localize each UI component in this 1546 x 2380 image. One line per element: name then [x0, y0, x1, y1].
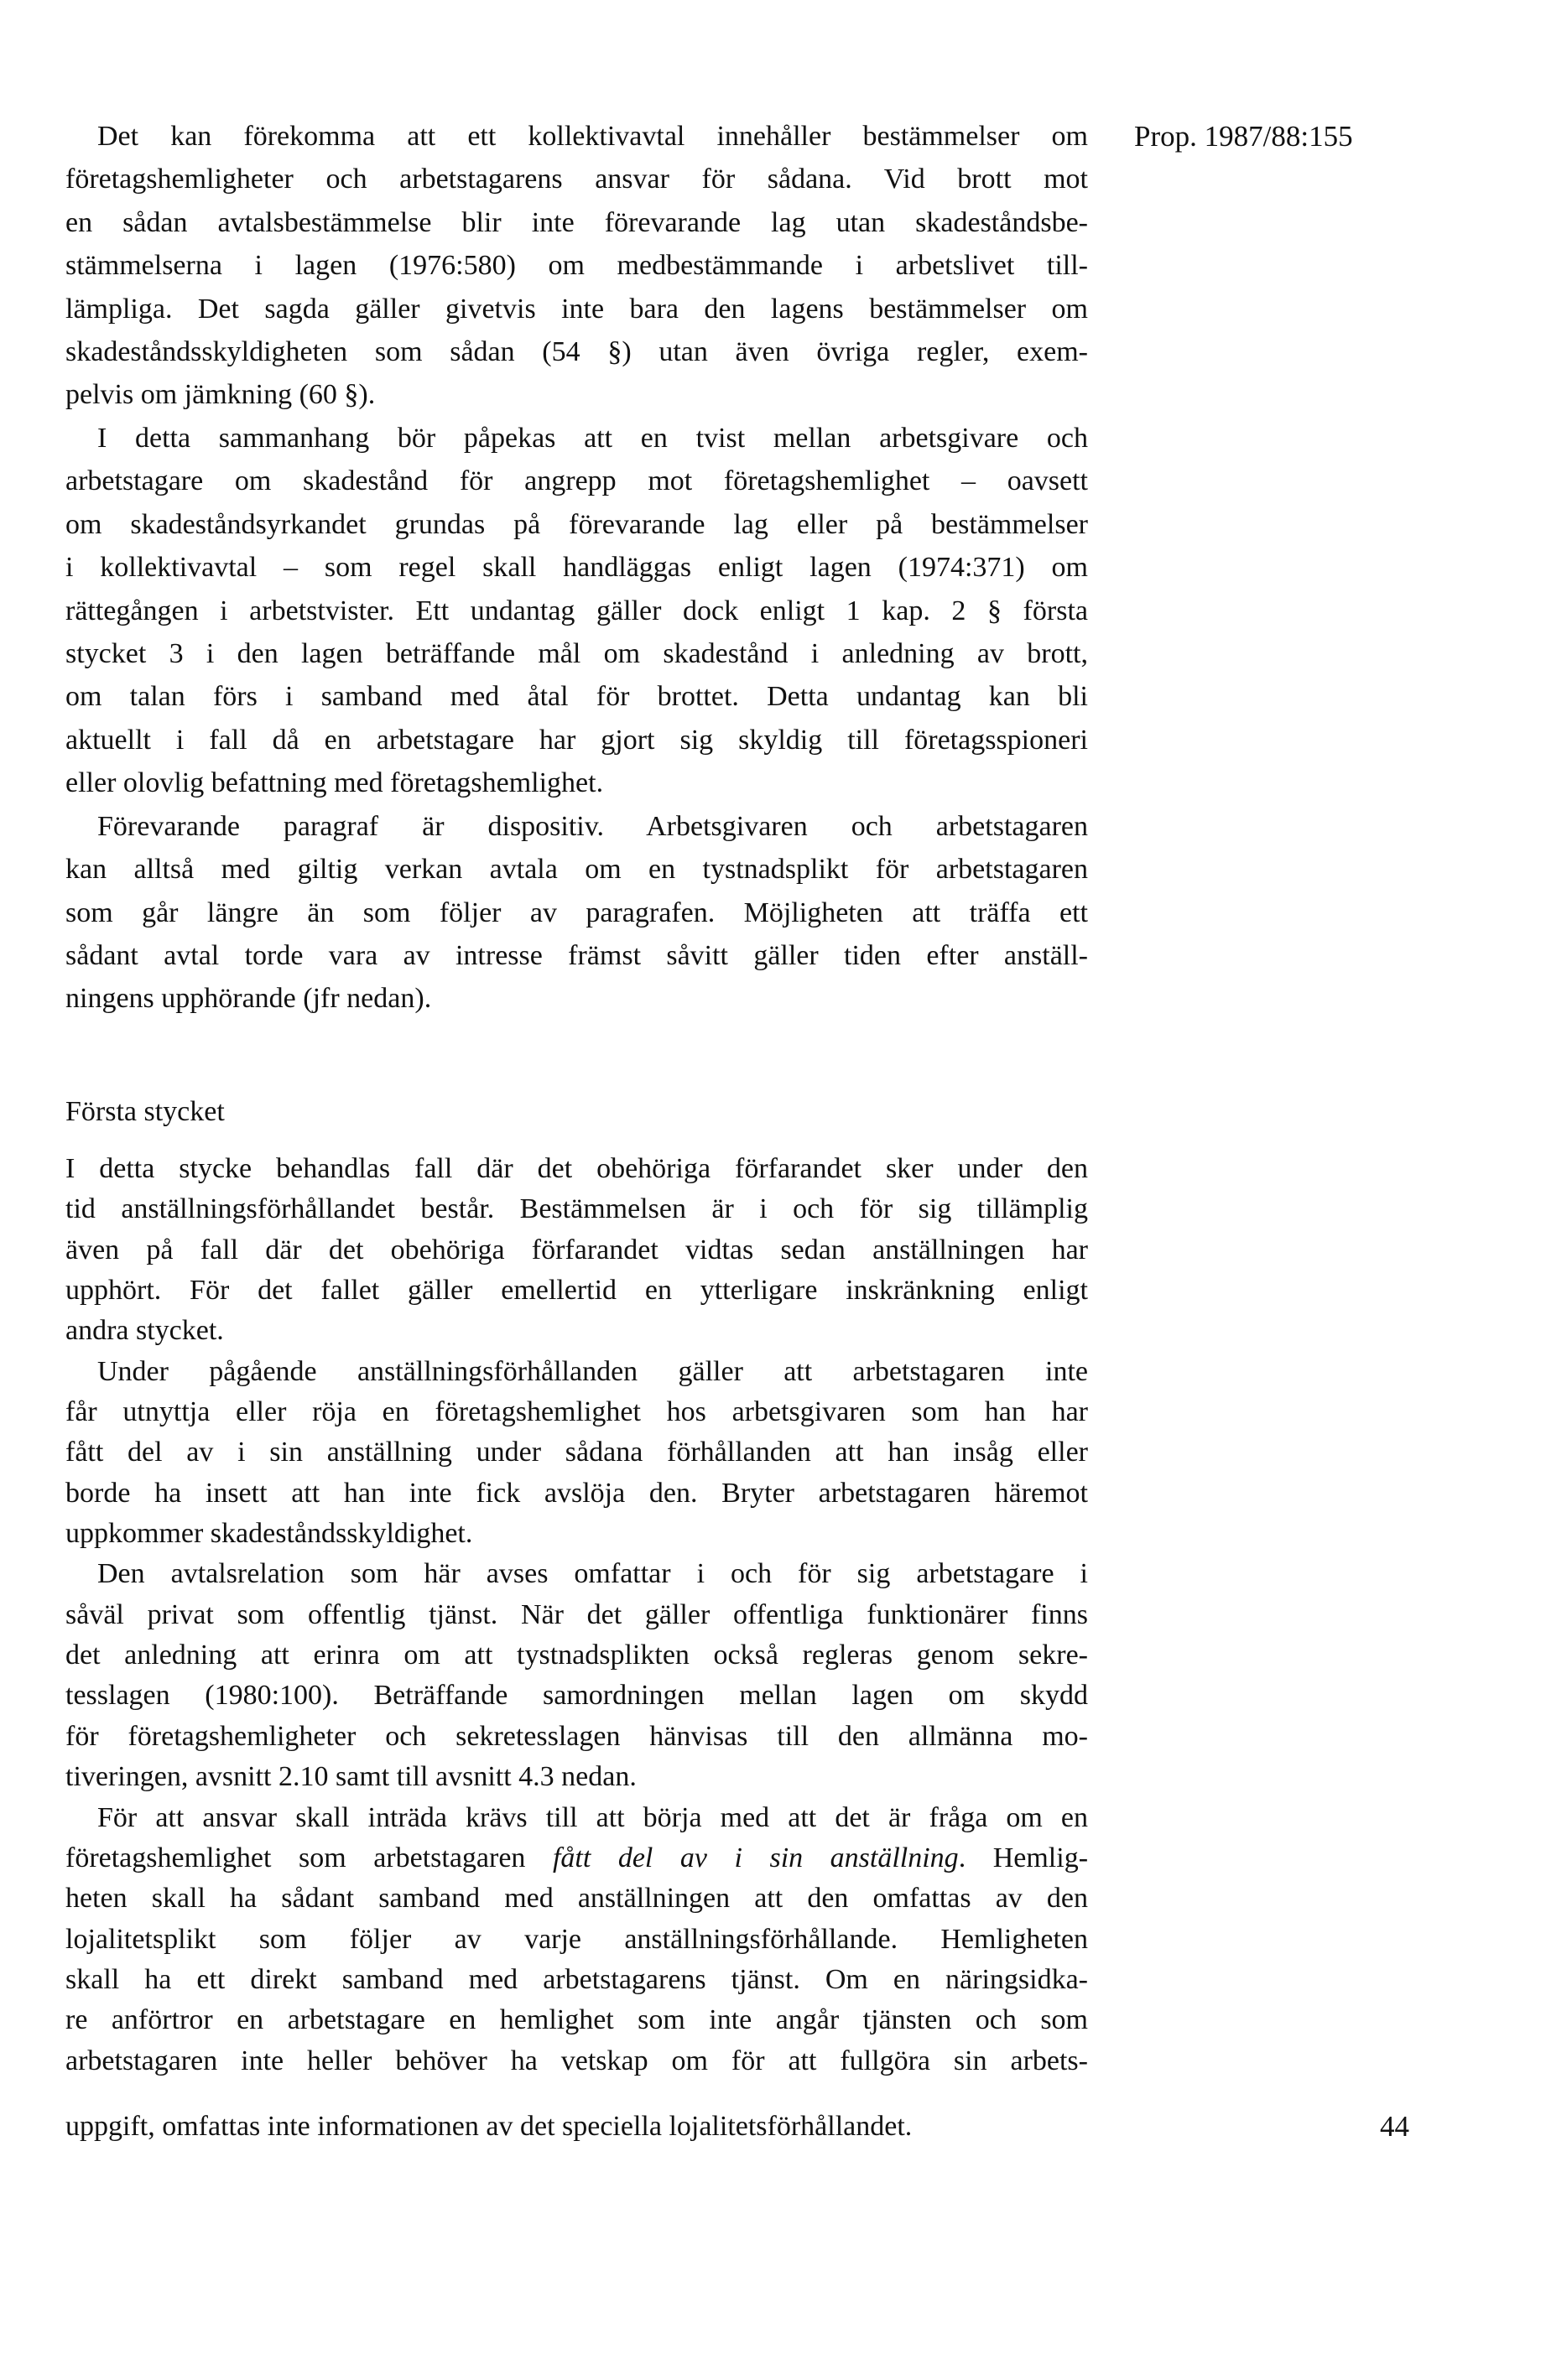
- text-line: tiveringen, avsnitt 2.10 samt till avsnitt 4.3 nedan.: [65, 1761, 637, 1792]
- text-line: I detta sammanhang bör påpekas att en tvist mellan arbetsgivare och: [97, 423, 1088, 454]
- text-line: rättegången i arbetstvister. Ett undantag gäller dock enligt 1 kap. 2 § första: [65, 595, 1088, 626]
- text-line: skall ha ett direkt samband med arbetstagarens tjänst. Om en näringsidka-: [65, 1964, 1088, 1995]
- text-line: om skadeståndsyrkandet grundas på förevarande lag eller på bestämmelser: [65, 509, 1088, 540]
- text-line: tesslagen (1980:100). Beträffande samordningen mellan lagen om skydd: [65, 1680, 1088, 1711]
- text-segment: företagshemlighet som arbetstagaren: [65, 1842, 553, 1873]
- section-heading: Första stycket: [65, 1096, 225, 1127]
- text-line: skadeståndsskyldigheten som sådan (54 §) utan även övriga regler, exem-: [65, 336, 1088, 367]
- text-line: Under pågående anställningsförhållanden gäller att arbetstagaren inte: [97, 1356, 1088, 1387]
- text-line: tid anställningsförhållandet består. Bestämmelsen är i och för sig tillämplig: [65, 1193, 1088, 1224]
- text-line-with-italic: [65, 1842, 1088, 1875]
- text-line: även på fall där det obehöriga förfarandet vidtas sedan anställningen har: [65, 1234, 1088, 1265]
- text-line: I detta stycke behandlas fall där det obehöriga förfarandet sker under den: [65, 1153, 1088, 1184]
- text-line: företagshemligheter och arbetstagarens ansvar för sådana. Vid brott mot: [65, 164, 1088, 195]
- page-number: 44: [1380, 2110, 1409, 2143]
- text-line: aktuellt i fall då en arbetstagare har gjort sig skyldig till företagsspioneri: [65, 725, 1088, 756]
- text-line: fått del av i sin anställning under sådana förhållanden att han insåg eller: [65, 1437, 1088, 1468]
- text-line: för företagshemligheter och sekretesslagen hänvisas till den allmänna mo-: [65, 1721, 1088, 1752]
- text-line: arbetstagaren inte heller behöver ha vetskap om för att fullgöra sin arbets-: [65, 2045, 1088, 2076]
- text-line: som går längre än som följer av paragrafen. Möjligheten att träffa ett: [65, 897, 1088, 928]
- text-line: en sådan avtalsbestämmelse blir inte förevarande lag utan skadeståndsbe-: [65, 207, 1088, 238]
- text-line: får utnyttja eller röja en företagshemlighet hos arbetsgivaren som han har: [65, 1396, 1088, 1427]
- text-line: För att ansvar skall inträda krävs till att börja med att det är fråga om en: [97, 1802, 1088, 1833]
- text-line: såväl privat som offentlig tjänst. När det gäller offentliga funktionärer finns: [65, 1599, 1088, 1630]
- text-line: heten skall ha sådant samband med anställningen att den omfattas av den: [65, 1883, 1088, 1914]
- text-line: sådant avtal torde vara av intresse främst såvitt gäller tiden efter anställ-: [65, 940, 1088, 971]
- text-line: lojalitetsplikt som följer av varje anställningsförhållande. Hemligheten: [65, 1924, 1088, 1955]
- text-line: det anledning att erinra om att tystnadsplikten också regleras genom sekre-: [65, 1639, 1088, 1671]
- text-line: borde ha insett att han inte fick avslöja den. Bryter arbetstagaren häremot: [65, 1478, 1088, 1509]
- text-line: uppgift, omfattas inte informationen av det speciella lojalitetsförhållandet.: [65, 2111, 913, 2142]
- text-line: stycket 3 i den lagen beträffande mål om skadestånd i anledning av brott,: [65, 638, 1088, 669]
- text-line: Det kan förekomma att ett kollektivavtal innehåller bestämmelser om: [97, 121, 1088, 152]
- text-line: om talan förs i samband med åtal för brottet. Detta undantag kan bli: [65, 681, 1088, 712]
- proposition-reference: Prop. 1987/88:155: [1134, 120, 1353, 153]
- text-line: kan alltså med giltig verkan avtala om en tystnadsplikt för arbetstagaren: [65, 854, 1088, 885]
- text-line: i kollektivavtal – som regel skall handläggas enligt lagen (1974:371) om: [65, 552, 1088, 583]
- text-line: pelvis om jämkning (60 §).: [65, 379, 376, 410]
- text-line: lämpliga. Det sagda gäller givetvis inte bara den lagens bestämmelser om: [65, 294, 1088, 325]
- text-line: arbetstagare om skadestånd för angrepp mot företagshemlighet – oavsett: [65, 465, 1088, 496]
- text-line: Förevarande paragraf är dispositiv. Arbetsgivaren och arbetstagaren: [97, 811, 1088, 842]
- text-line: upphört. För det fallet gäller emellertid en ytterligare inskränkning enligt: [65, 1275, 1088, 1306]
- text-line: uppkommer skadeståndsskyldighet.: [65, 1518, 473, 1549]
- text-line: re anförtror en arbetstagare en hemlighet som inte angår tjänsten och som: [65, 2004, 1088, 2035]
- text-segment: . Hemlig-: [958, 1842, 1089, 1873]
- text-line: eller olovlig befattning med företagshemlighet.: [65, 767, 604, 798]
- text-line: Den avtalsrelation som här avses omfattar i och för sig arbetstagare i: [97, 1558, 1088, 1589]
- text-line: stämmelserna i lagen (1976:580) om medbestämmande i arbetslivet till-: [65, 250, 1088, 281]
- italic-emphasis: fått del av i sin anställning: [552, 1842, 959, 1873]
- text-line: andra stycket.: [65, 1315, 224, 1346]
- text-line: ningens upphörande (jfr nedan).: [65, 983, 432, 1014]
